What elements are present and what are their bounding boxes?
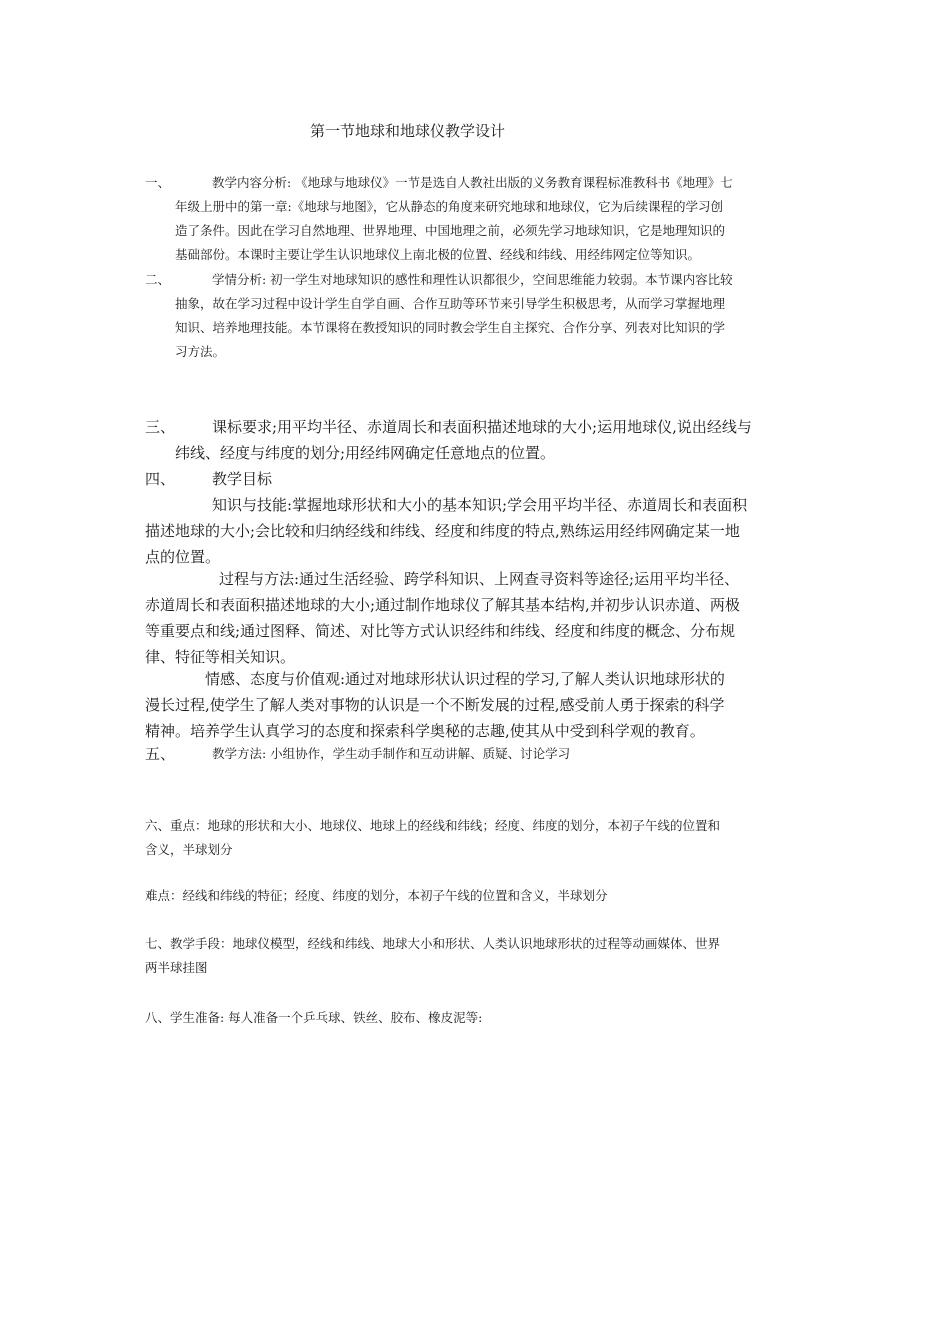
section-line: 七、教学手段：地球仪模型，经线和纬线、地球大小和形状、人类认识地球形状的过程等动画媒体、世界 (145, 936, 721, 951)
paragraph-line: 点的位置。 (145, 548, 221, 566)
section-line: 纬线、经度与纬度的划分;用经纬网确定任意地点的位置。 (175, 444, 556, 462)
section-line: 六、重点：地球的形状和大小、地球仪、地球上的经线和纬线；经度、纬度的划分，本初子午线的位置和 (145, 818, 721, 833)
section-number: 四、 (145, 470, 176, 488)
section-line: 难点：经线和纬线的特征；经度、纬度的划分，本初子午线的位置和含义，半球划分 (145, 888, 608, 903)
section-teaching-means (145, 932, 810, 980)
section-line: 含义，半球划分 (145, 842, 233, 857)
section-line: 八、学生准备: 每人准备一个乒乓球、铁丝、胶布、橡皮泥等: (145, 1010, 483, 1025)
section-number: 二、 (145, 272, 171, 287)
section-line: 知识、培养地理技能。本节课将在教授知识的同时教会学生自主探究、合作分享、列表对比知识的学 (175, 320, 726, 335)
section-number: 一、 (145, 175, 171, 190)
paragraph-line: 赤道周长和表面积描述地球的大小;通过制作地球仪了解其基本结构,并初步认识赤道、两极 (145, 596, 740, 614)
paragraph-line: 等重要点和线;通过图释、简述、对比等方式认识经纬和纬线、经度和纬度的概念、分布规 (145, 622, 736, 640)
section-line: 基础部份。本课时主要让学生认识地球仪上南北极的位置、经线和纬线、用经纬网定位等知识。 (175, 247, 701, 262)
section-heading: 教学目标 (212, 470, 273, 488)
paragraph-line: 精神。培养学生认真学习的态度和探索科学奥秘的志趣,使其从中受到科学观的教育。 (145, 722, 705, 740)
objective-process-methods (145, 566, 810, 670)
section-line: 习方法。 (175, 344, 226, 359)
paragraph-line: 漫长过程,使学生了解人类对事物的认识是一个不断发展的过程,感受前人勇于探索的科学 (145, 696, 725, 714)
paragraph-line: 情感、态度与价值观:通过对地球形状认识过程的学习,了解人类认识地球形状的 (205, 670, 725, 688)
section-curriculum-requirements (145, 414, 810, 466)
paragraph-line: 知识与技能:掌握地球形状和大小的基本知识;学会用平均半径、赤道周长和表面积 (212, 496, 748, 514)
section-student-preparation (145, 1006, 810, 1030)
section-line: 教学内容分析: 《地球与地球仪》一节是选自人教社出版的义务教育课程标准教科书《地理》七 (212, 175, 733, 190)
document-title: 第一节地球和地球仪教学设计 (310, 122, 506, 140)
section-line: 年级上册中的第一章:《地球与地图》，它从静态的角度来研究地球和地球仪，它为后续课程的学习创 (175, 199, 723, 214)
section-line: 两半球挂图 (145, 960, 208, 975)
section-line: 造了条件。因此在学习自然地理、世界地理、中国地理之前，必须先学习地球知识，它是地理知识的 (175, 223, 726, 238)
paragraph-line: 描述地球的大小;会比较和归纳经线和纬线、经度和纬度的特点,熟练运用经纬网确定某一地 (145, 522, 740, 540)
paragraph-line: 律、特征等相关知识。 (145, 648, 296, 666)
section-line: 教学方法: 小组协作，学生动手制作和互动讲解、质疑、讨论学习 (212, 746, 571, 761)
objective-emotion-values (145, 666, 810, 744)
section-teaching-objectives (145, 466, 810, 492)
section-line: 课标要求;用平均半径、赤道周长和表面积描述地球的大小;运用地球仪,说出经线与 (212, 418, 752, 436)
section-difficulties (145, 884, 810, 908)
section-line: 学情分析: 初一学生对地球知识的感性和理性认识都很少，空间思维能力较弱。本节课内容比较 (212, 272, 733, 287)
paragraph-line: 过程与方法:通过生活经验、跨学科知识、上网查寻资料等途径;运用平均半径、 (219, 570, 740, 588)
section-line: 抽象，故在学习过程中设计学生自学自画、合作互助等环节来引导学生积极思考，从而学习掌握地理 (175, 296, 726, 311)
section-number: 三、 (145, 418, 176, 436)
section-number: 五、 (145, 745, 176, 763)
objective-knowledge-skills (145, 492, 810, 570)
section-learner-analysis (145, 268, 810, 364)
section-content-analysis (145, 171, 810, 267)
section-teaching-methods (145, 741, 810, 767)
section-key-points (145, 814, 810, 862)
